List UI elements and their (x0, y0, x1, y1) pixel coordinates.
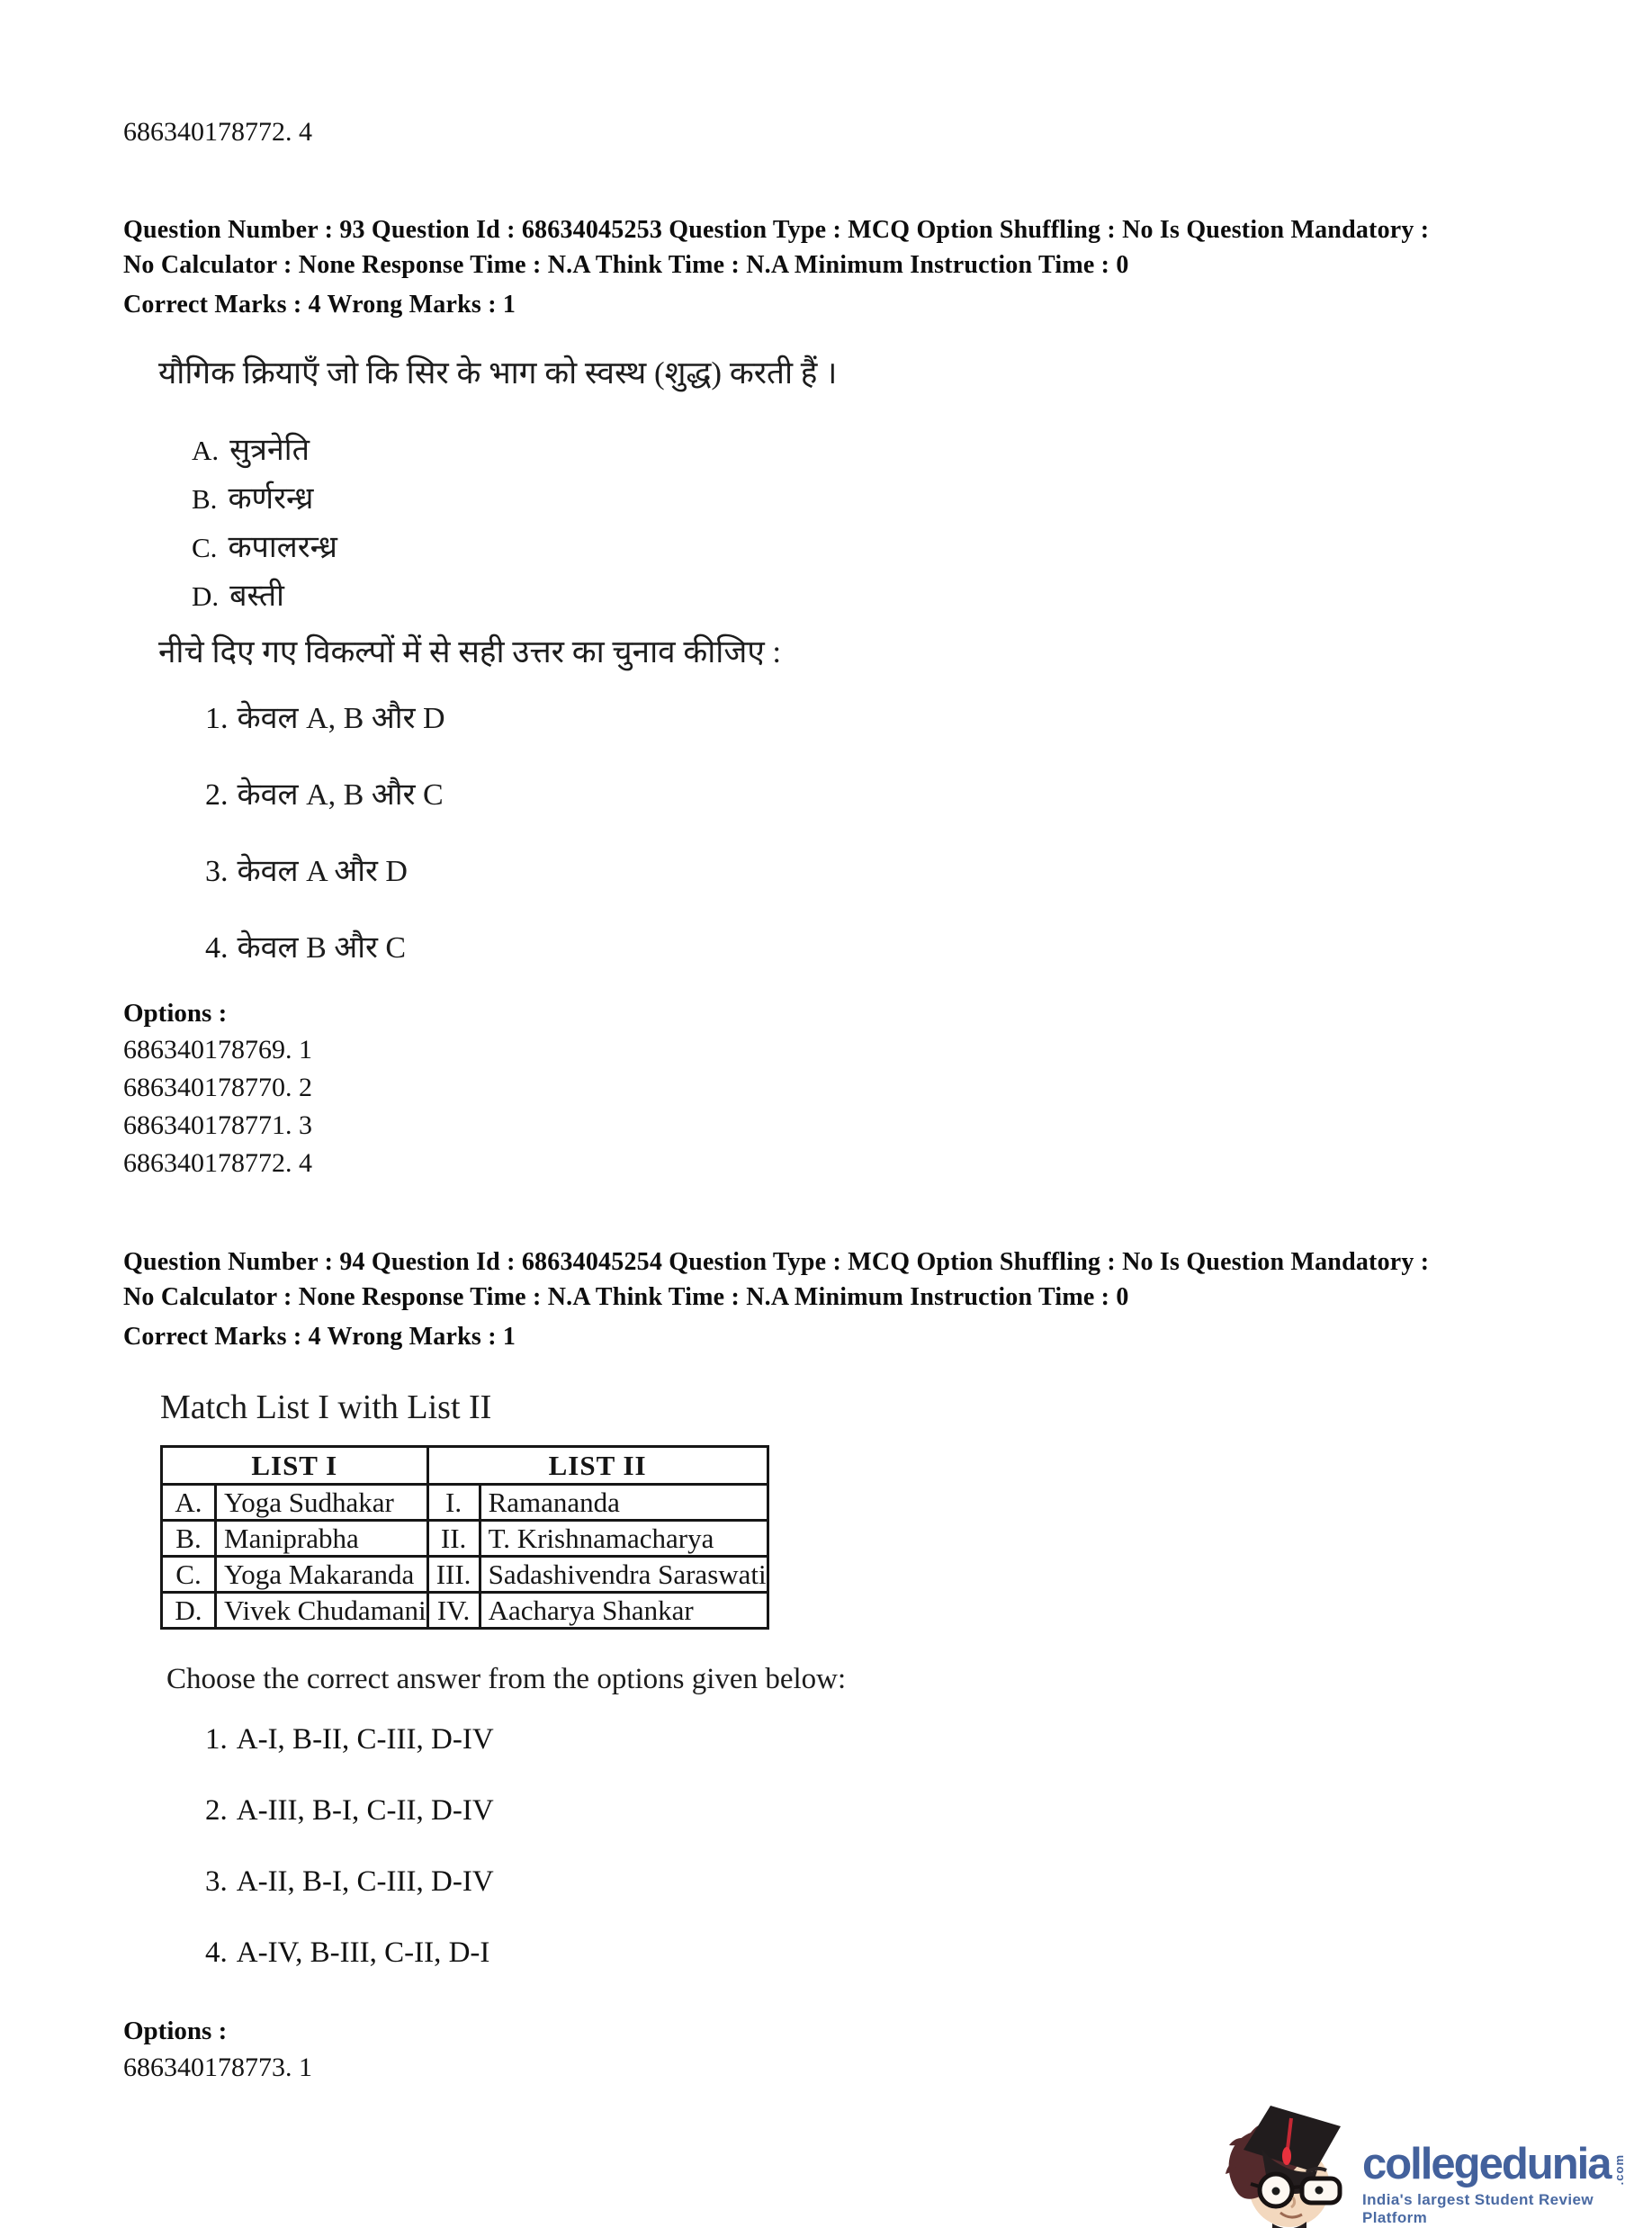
option-id: 686340178773. 1 (123, 2053, 312, 2082)
choice-row (205, 857, 445, 887)
q93-prompt: नीचे दिए गए विकल्पों में से सही उत्तर का चुनाव कीजिए : (158, 634, 782, 669)
choice-text: केवल A और D (237, 855, 408, 888)
choice-text: A-II, B-I, C-III, D-IV (236, 1865, 494, 1898)
q94-options-block (123, 2013, 312, 2087)
choice-number: 3. (205, 1865, 228, 1898)
q94-match-heading: Match List I with List II (160, 1388, 492, 1426)
q93-choice-list (205, 704, 445, 1010)
match-list-table (160, 1445, 769, 1630)
list2-value-cell: Sadashivendra Saraswati (480, 1557, 768, 1593)
q93-meta-line1: Question Number : 93 Question Id : 68634045253 Question Type : MCQ Option Shuffling : No Is Question Mandatory : (123, 216, 1430, 244)
statement-row (192, 478, 337, 526)
choice-row (205, 1796, 494, 1826)
choice-text: केवल A, B और D (237, 702, 445, 735)
list2-value-cell: T. Krishnamacharya (480, 1521, 768, 1557)
list1-value-cell: Yoga Makaranda (216, 1557, 428, 1593)
list2-value-cell: Aacharya Shankar (480, 1593, 768, 1629)
prev-option-id: 686340178772. 4 (123, 117, 312, 147)
q94-meta-marks: Correct Marks : 4 Wrong Marks : 1 (123, 1323, 516, 1351)
choice-number: 4. (205, 1936, 228, 1969)
list1-value-cell: Vivek Chudamani (216, 1593, 428, 1629)
choice-row (205, 1938, 494, 1968)
table-row (162, 1521, 768, 1557)
choice-row (205, 933, 445, 964)
choice-text: A-I, B-II, C-III, D-IV (236, 1723, 494, 1756)
logo-text-block (1362, 2097, 1652, 2227)
choice-row (205, 1725, 494, 1755)
choice-row (205, 780, 445, 811)
q94-meta-line2: No Calculator : None Response Time : N.A Think Time : N.A Minimum Instruction Time : 0 (123, 1283, 1129, 1311)
options-heading: Options : (123, 2017, 228, 2045)
choice-text: A-III, B-I, C-II, D-IV (236, 1794, 494, 1827)
choice-number: 1. (205, 702, 229, 735)
q94-meta-line1: Question Number : 94 Question Id : 68634045254 Question Type : MCQ Option Shuffling : No Is Question Mandatory : (123, 1248, 1430, 1276)
table-row (162, 1593, 768, 1629)
choice-number: 2. (205, 778, 229, 812)
list1-label-cell: B. (162, 1521, 216, 1557)
statement-label: B. (192, 483, 218, 515)
question-93-meta (123, 212, 1429, 322)
brand-row (1362, 2140, 1652, 2188)
table-row (162, 1557, 768, 1593)
brand-wordmark: collegedunia (1362, 2140, 1611, 2188)
statement-row (192, 526, 337, 575)
choice-number: 1. (205, 1723, 228, 1756)
statement-text: सुत्रनेति (229, 434, 310, 467)
choice-number: 2. (205, 1794, 228, 1827)
list2-label-cell: II. (427, 1521, 480, 1557)
list1-label-cell: C. (162, 1557, 216, 1593)
statement-row (192, 429, 337, 478)
option-id: 686340178771. 3 (123, 1110, 312, 1140)
statement-label: A. (192, 435, 220, 466)
collegedunia-logo (1224, 2097, 1652, 2228)
choice-row (205, 704, 445, 734)
list2-column-header: LIST II (427, 1447, 768, 1485)
list2-label-cell: I. (427, 1485, 480, 1521)
choice-text: केवल A, B और C (237, 778, 444, 812)
statement-label: C. (192, 532, 218, 563)
statement-text: कपालरन्ध्र (228, 531, 337, 564)
statement-text: बस्ती (229, 579, 284, 613)
list1-label-cell: D. (162, 1593, 216, 1629)
list1-label-cell: A. (162, 1485, 216, 1521)
statement-text: कर्णरन्ध्र (228, 482, 314, 516)
list1-column-header: LIST I (162, 1447, 428, 1485)
choice-text: A-IV, B-III, C-II, D-I (236, 1936, 490, 1969)
list1-value-cell: Yoga Sudhakar (216, 1485, 428, 1521)
q93-statement-list (192, 429, 337, 624)
choice-text: केवल B और C (237, 931, 407, 965)
option-id: 686340178772. 4 (123, 1148, 312, 1178)
list2-label-cell: IV. (427, 1593, 480, 1629)
table-header-row (162, 1447, 768, 1485)
q93-meta-line2: No Calculator : None Response Time : N.A Think Time : N.A Minimum Instruction Time : 0 (123, 251, 1129, 279)
brand-tagline: India's largest Student Review Platform (1362, 2191, 1594, 2226)
statement-label: D. (192, 580, 220, 612)
list1-value-cell: Maniprabha (216, 1521, 428, 1557)
q93-options-block (123, 995, 312, 1182)
brand-domain-suffix: .com (1612, 2153, 1626, 2185)
choice-number: 3. (205, 855, 229, 888)
q93-meta-marks: Correct Marks : 4 Wrong Marks : 1 (123, 291, 516, 319)
list2-value-cell: Ramananda (480, 1485, 768, 1521)
options-heading: Options : (123, 999, 228, 1028)
table-row (162, 1485, 768, 1521)
list2-label-cell: III. (427, 1557, 480, 1593)
q93-question-text: यौगिक क्रियाएँ जो कि सिर के भाग को स्वस्थ (शुद्ध) करती हैं । (158, 355, 838, 391)
option-id: 686340178770. 2 (123, 1073, 312, 1102)
choice-number: 4. (205, 931, 229, 965)
q94-choice-list (205, 1725, 494, 2009)
option-id: 686340178769. 1 (123, 1035, 312, 1065)
graduate-boy-mascot-icon (1224, 2097, 1359, 2228)
choice-row (205, 1867, 494, 1897)
q94-prompt: Choose the correct answer from the options given below: (166, 1663, 847, 1695)
statement-row (192, 575, 337, 624)
question-94-meta (123, 1244, 1429, 1354)
